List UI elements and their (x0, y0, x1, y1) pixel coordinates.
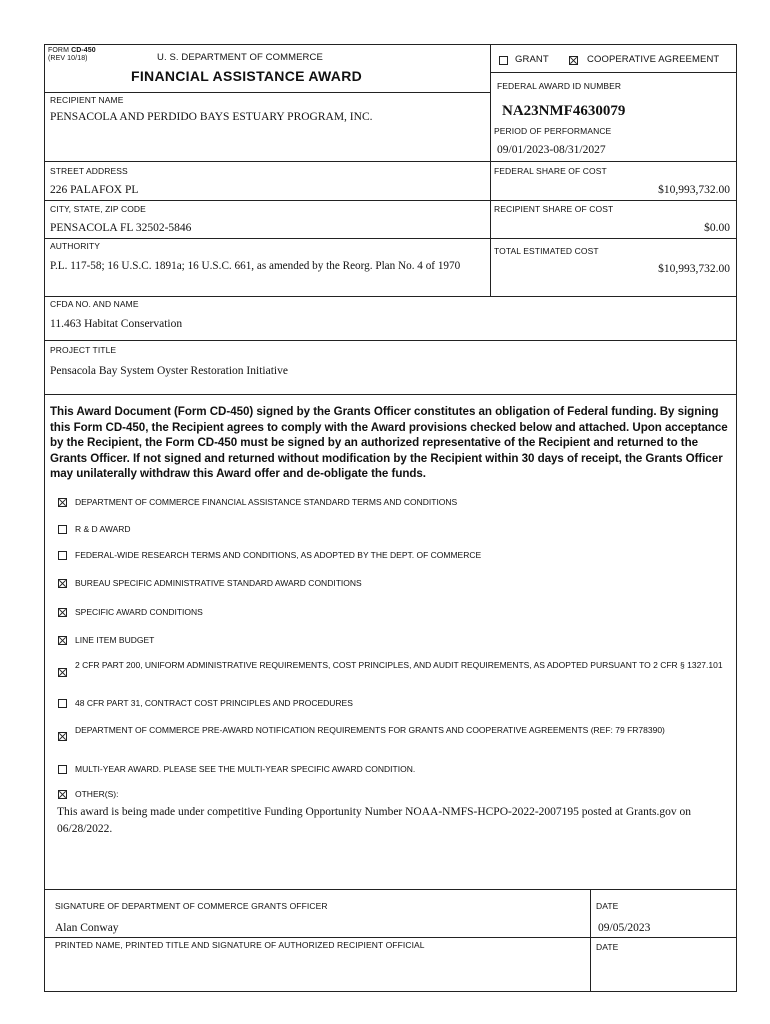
period-value: 09/01/2023-08/31/2027 (497, 144, 606, 156)
form-id: FORM CD-450 (48, 47, 96, 54)
condition-checkbox[interactable] (58, 551, 67, 560)
recipient-share-value: $0.00 (704, 222, 730, 234)
condition-label: LINE ITEM BUDGET (75, 635, 155, 645)
recipient-date-field[interactable] (594, 952, 734, 988)
federal-share-value: $10,993,732.00 (658, 184, 730, 196)
form-rev: (REV 10/18) (48, 55, 88, 62)
condition-checkbox[interactable] (58, 790, 67, 799)
condition-checkbox[interactable] (58, 668, 67, 677)
officer-name: Alan Conway (55, 922, 119, 934)
condition-checkbox[interactable] (58, 699, 67, 708)
condition-label: MULTI-YEAR AWARD. PLEASE SEE THE MULTI-YEAR SPECIFIC AWARD CONDITION. (75, 764, 416, 774)
condition-label: DEPARTMENT OF COMMERCE FINANCIAL ASSISTANCE STANDARD TERMS AND CONDITIONS (75, 497, 458, 507)
total-label: TOTAL ESTIMATED COST (494, 246, 599, 256)
other-conditions-text: This award is being made under competitive Funding Opportunity Number NOAA-NMFS-HCPO-2022-2007195 posted at Grants.gov on 06/28/2022. (57, 806, 692, 835)
condition-label: 48 CFR PART 31, CONTRACT COST PRINCIPLES AND PROCEDURES (75, 698, 353, 708)
award-id: NA23NMF4630079 (502, 103, 626, 119)
condition-checkbox[interactable] (58, 732, 67, 741)
project-value: Pensacola Bay System Oyster Restoration Initiative (50, 365, 288, 377)
terms-paragraph: This Award Document (Form CD-450) signed by the Grants Officer constitutes an obligation of Federal funding. By signing this Form CD-450, the Recipient agrees to comply with the Award provisions checked below and attached. Upon acceptance by the Recipient, the Form CD-450 must be signed by an authorized representative of the Recipient and returned to the Grants Officer. If not signed and returned without modification by the Recipient within 30 days of receipt, the Grants Officer may unilaterally withdraw this Award offer and de-obligate the funds. (50, 405, 728, 481)
condition-checkbox[interactable] (58, 498, 67, 507)
department-name: U. S. DEPARTMENT OF COMMERCE (157, 52, 323, 63)
condition-label: BUREAU SPECIFIC ADMINISTRATIVE STANDARD AWARD CONDITIONS (75, 578, 362, 588)
condition-checkbox[interactable] (58, 579, 67, 588)
condition-checkbox[interactable] (58, 608, 67, 617)
street-label: STREET ADDRESS (50, 166, 128, 176)
total-value: $10,993,732.00 (658, 263, 730, 275)
condition-label: FEDERAL-WIDE RESEARCH TERMS AND CONDITIONS, AS ADOPTED BY THE DEPT. OF COMMERCE (75, 550, 482, 560)
cfda-value: 11.463 Habitat Conservation (50, 318, 183, 330)
city-value: PENSACOLA FL 32502-5846 (50, 222, 192, 234)
cfda-label: CFDA NO. AND NAME (50, 299, 139, 309)
award-id-label: FEDERAL AWARD ID NUMBER (497, 81, 622, 91)
authority-label: AUTHORITY (50, 241, 101, 251)
recipient-share-label: RECIPIENT SHARE OF COST (494, 204, 614, 214)
recipient-name: PENSACOLA AND PERDIDO BAYS ESTUARY PROGRAM, INC. (50, 111, 373, 123)
recipient-name-label: RECIPIENT NAME (50, 95, 124, 105)
condition-label: R & D AWARD (75, 524, 131, 534)
condition-checkbox[interactable] (58, 525, 67, 534)
coop-agreement-checkbox[interactable] (569, 56, 578, 65)
condition-label: 2 CFR PART 200, UNIFORM ADMINISTRATIVE REQUIREMENTS, COST PRINCIPLES, AND AUDIT REQUIREMENTS, AS ADOPTED PURSUANT TO 2 CFR § 1327.101 (75, 660, 723, 670)
street-value: 226 PALAFOX PL (50, 184, 139, 196)
city-label: CITY, STATE, ZIP CODE (50, 204, 146, 214)
federal-share-label: FEDERAL SHARE OF COST (494, 166, 607, 176)
condition-label: OTHER(S): (75, 789, 119, 799)
condition-label: SPECIFIC AWARD CONDITIONS (75, 607, 203, 617)
coop-agreement-label: COOPERATIVE AGREEMENT (587, 54, 720, 65)
recipient-signature-label: PRINTED NAME, PRINTED TITLE AND SIGNATURE OF AUTHORIZED RECIPIENT OFFICIAL (55, 940, 425, 950)
recipient-date-label: DATE (596, 942, 619, 952)
recipient-signature-field[interactable] (48, 952, 586, 988)
officer-date: 09/05/2023 (598, 922, 651, 934)
officer-signature-label: SIGNATURE OF DEPARTMENT OF COMMERCE GRANTS OFFICER (55, 901, 328, 911)
officer-date-label: DATE (596, 901, 619, 911)
condition-checkbox[interactable] (58, 765, 67, 774)
authority-value: P.L. 117-58; 16 U.S.C. 1891a; 16 U.S.C. 661, as amended by the Reorg. Plan No. 4 of 1970 (50, 260, 461, 272)
condition-checkbox[interactable] (58, 636, 67, 645)
page-title: FINANCIAL ASSISTANCE AWARD (131, 68, 363, 84)
column-divider (490, 44, 491, 296)
period-label: PERIOD OF PERFORMANCE (494, 126, 612, 136)
form-frame (44, 44, 737, 992)
grant-checkbox[interactable] (499, 56, 508, 65)
grant-label: GRANT (515, 54, 549, 65)
project-label: PROJECT TITLE (50, 345, 117, 355)
condition-label: DEPARTMENT OF COMMERCE PRE-AWARD NOTIFICATION REQUIREMENTS FOR GRANTS AND COOPERATIVE AGREEMENTS (REF: 79 FR78390) (75, 725, 665, 735)
